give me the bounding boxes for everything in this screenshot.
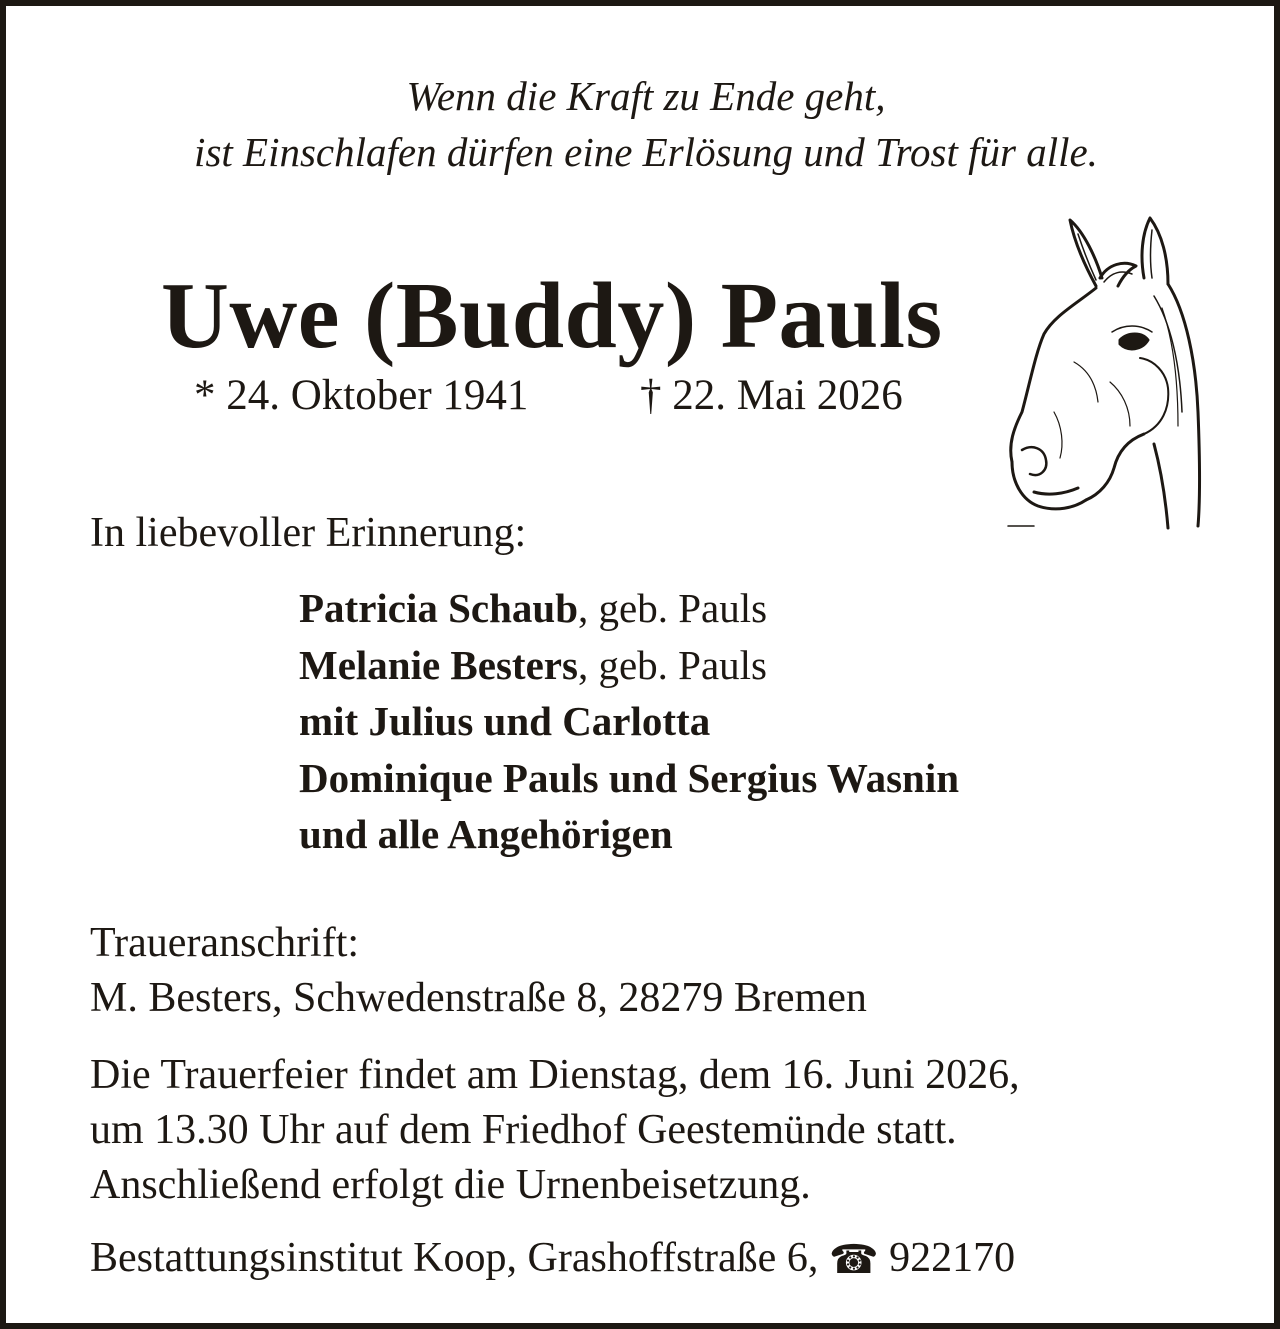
- ceremony-line-3: Anschließend erfolgt die Urnenbeisetzung.: [90, 1162, 811, 1208]
- horse-head-illustration: [1004, 212, 1204, 530]
- ceremony-line-2: um 13.30 Uhr auf dem Friedhof Geestemünde statt.: [90, 1107, 957, 1153]
- funeral-home: [90, 1231, 1015, 1286]
- address-line: M. Besters, Schwedenstraße 8, 28279 Bremen: [90, 975, 867, 1021]
- telephone-icon: ☎: [828, 1237, 879, 1283]
- ceremony-info: [90, 1048, 1020, 1213]
- funeral-home-phone: 922170: [889, 1235, 1016, 1281]
- mourning-address: [90, 916, 867, 1026]
- mourner-name: Dominique Pauls und Sergius Wasnin: [299, 754, 960, 801]
- deceased-name: Uwe (Buddy) Pauls: [161, 264, 943, 368]
- mourner-line: [299, 806, 959, 863]
- ceremony-line-1: Die Trauerfeier findet am Dienstag, dem 16. Juni 2026,: [90, 1052, 1020, 1098]
- verse-line-2: ist Einschlafen dürfen eine Erlösung und Trost für alle.: [194, 129, 1098, 175]
- mourners-list: [299, 580, 959, 863]
- birth-date: * 24. Oktober 1941: [194, 372, 529, 419]
- mourner-line: [299, 750, 959, 807]
- mourner-line: [299, 637, 959, 694]
- death-date: † 22. Mai 2026: [640, 372, 903, 419]
- mourner-line: [299, 693, 959, 750]
- mourner-suffix: , geb. Pauls: [578, 585, 768, 631]
- mourner-name: Patricia Schaub: [299, 585, 579, 631]
- address-label: Traueranschrift:: [90, 920, 360, 966]
- mourner-line: [299, 580, 959, 637]
- mourner-name: Melanie Besters: [299, 641, 578, 688]
- mourner-name: mit Julius und Carlotta: [299, 698, 711, 744]
- mourner-suffix: , geb. Pauls: [577, 641, 767, 688]
- funeral-home-line: [90, 1231, 1015, 1286]
- verse-line-1: Wenn die Kraft zu Ende geht,: [406, 73, 886, 119]
- memory-heading: In liebevoller Erinnerung:: [90, 510, 527, 556]
- funeral-home-text: Bestattungsinstitut Koop, Grashoffstraße 6,: [90, 1235, 819, 1281]
- mourner-name: und alle Angehörigen: [299, 811, 673, 857]
